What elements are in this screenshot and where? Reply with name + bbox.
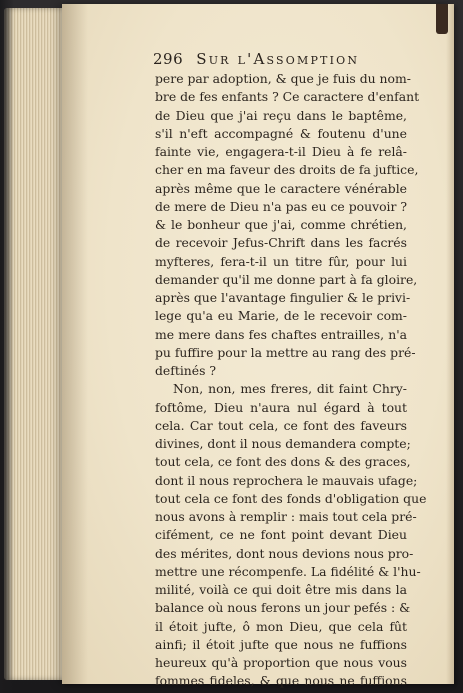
- text-line: lege qu'a eu Marie, de le recevoir com-: [155, 308, 407, 324]
- text-line: tout cela ce font des fonds d'obligation que: [155, 490, 427, 506]
- text-line: foftôme, Dieu n'aura nul égard à tout: [155, 399, 407, 415]
- text-line: des mérites, dont nous devions nous pro-: [155, 545, 414, 561]
- text-line: cher en ma faveur des droits de fa juftice,: [155, 162, 419, 178]
- text-line: cela. Car tout cela, ce font des faveurs: [155, 417, 407, 433]
- text-line: fommes fideles, & que nous ne fuffions: [155, 673, 407, 689]
- text-line: myfteres, fera-t-il un titre fûr, pour lui: [155, 253, 407, 269]
- body-text: [155, 70, 427, 691]
- page-number: 296: [153, 50, 184, 68]
- running-head: Sur l'Assomption: [196, 50, 360, 68]
- text-line: nous avons à remplir : mais tout cela pré-: [155, 509, 417, 524]
- text-line: s'il n'eft accompagné & foutenu d'une: [155, 125, 407, 141]
- text-line: de recevoir Jefus-Chrift dans les facrés: [155, 235, 407, 251]
- text-line: demander qu'il me donne part à fa gloire,: [155, 271, 418, 287]
- text-line: fainte vie, engagera-t-il Dieu à fe relâ-: [155, 144, 407, 159]
- page-fore-edge: [446, 4, 454, 684]
- text-line: après que l'avantage fingulier & le privi-: [155, 290, 411, 305]
- text-line: deftinés ?: [155, 363, 217, 378]
- text-line: après même que le caractere vénérable: [155, 180, 407, 196]
- text-line: il étoit jufte, ô mon Dieu, que cela fût: [155, 618, 407, 634]
- text-line: cifément, ce ne font point devant Dieu: [155, 527, 407, 543]
- text-line: de mere de Dieu n'a pas eu ce pouvoir ?: [155, 198, 407, 214]
- text-line: dont il nous reprochera le mauvais ufage;: [155, 472, 418, 488]
- page-header: [153, 49, 438, 71]
- text-line: ainfi; il étoit jufte que nous ne fuffions: [155, 636, 407, 652]
- left-shadow: [0, 0, 14, 693]
- text-line: & le bonheur que j'ai, comme chrétien,: [155, 217, 407, 232]
- text-line: pu fuffire pour la mettre au rang des pré-: [155, 344, 416, 360]
- bookmark-ribbon: [436, 4, 448, 34]
- text-line: balance où nous ferons un jour pefés : &: [155, 600, 411, 616]
- text-line: milité, voilà ce qui doit être mis dans la: [155, 582, 407, 597]
- text-line: bre de fes enfants ? Ce caractere d'enfant: [155, 89, 420, 105]
- text-line: heureux qu'à proportion que nous vous: [155, 655, 407, 670]
- text-line: mettre une récompenfe. La fidélité & l'hu-: [155, 563, 421, 579]
- page-gutter-shadow: [62, 4, 88, 684]
- text-line: Non, non, mes freres, dit faint Chry-: [173, 381, 407, 397]
- text-line: de Dieu que j'ai reçu dans le baptême,: [155, 107, 407, 123]
- text-line: me mere dans fes chaftes entrailles, n'a: [155, 326, 407, 342]
- text-line: divines, dont il nous demandera compte;: [155, 436, 411, 451]
- text-line: tout cela, ce font des dons & des graces,: [155, 454, 411, 470]
- text-line: pere par adoption, & que je fuis du nom-: [155, 71, 411, 86]
